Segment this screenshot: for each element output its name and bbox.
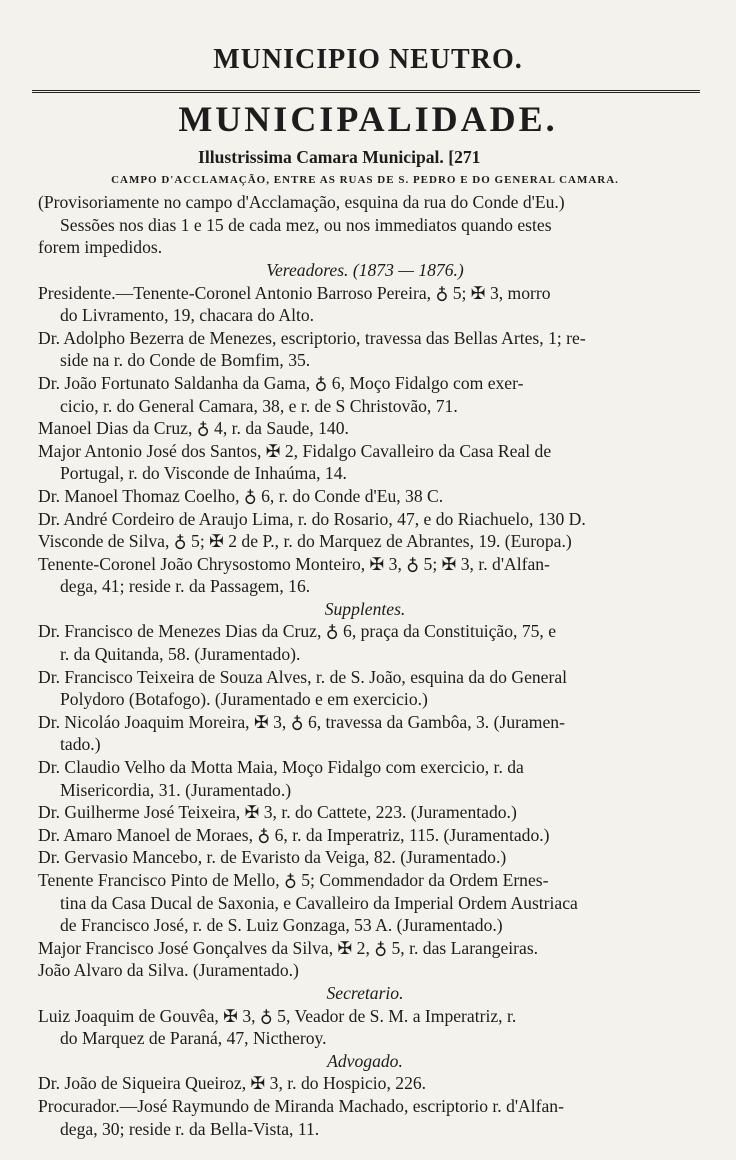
entry-line: Dr. Amaro Manoel de Moraes, ♁ 6, r. da Imperatriz, 115. (Juramentado.) <box>38 824 550 845</box>
entry-line: Dr. André Cordeiro de Araujo Lima, r. do Rosario, 47, e do Riachuelo, 130 D. <box>38 508 586 529</box>
entry-line: Dr. Claudio Velho da Motta Maia, Moço Fidalgo com exercicio, r. da <box>38 757 524 778</box>
entry-line: Visconde de Silva, ♁ 5; ✠ 2 de P., r. do Marquez de Abrantes, 19. (Europa.) <box>38 531 572 552</box>
entry-line: dega, 41; reside r. da Passagem, 16. <box>60 576 311 597</box>
location-caption: CAMPO D'ACCLAMAÇÃO, ENTRE AS RUAS DE S. PEDRO E DO GENERAL CAMARA. <box>111 173 619 186</box>
entry-line: Luiz Joaquim de Gouvêa, ✠ 3, ♁ 5, Veador de S. M. a Imperatriz, r. <box>38 1005 517 1026</box>
entry-line: Manoel Dias da Cruz, ♁ 4, r. da Saude, 140. <box>38 418 349 439</box>
entry-line: Dr. Guilherme José Teixeira, ✠ 3, r. do Cattete, 223. (Juramentado.) <box>38 802 517 823</box>
entry-line: r. da Quitanda, 58. (Juramentado). <box>60 644 301 665</box>
entry-line: Dr. Francisco Teixeira de Souza Alves, r. de S. João, esquina da do General <box>38 666 568 687</box>
secretario-heading: Secretario. <box>326 982 404 1003</box>
double-rule-divider <box>32 90 700 96</box>
secretario-list <box>38 1005 692 1050</box>
entry-line: Procurador.—José Raymundo de Miranda Machado, escriptorio r. d'Alfan- <box>38 1095 564 1116</box>
entry-line: tado.) <box>60 734 101 755</box>
entry-line: Dr. João Fortunato Saldanha da Gama, ♁ 6, Moço Fidalgo com exer- <box>38 372 524 393</box>
advogado-heading: Advogado. <box>327 1050 403 1071</box>
sessions-line: forem impedidos. <box>38 237 163 258</box>
entry-line: side na r. do Conde de Bomfim, 35. <box>60 350 311 371</box>
entry-line: Polydoro (Botafogo). (Juramentado e em exercicio.) <box>60 689 428 710</box>
entry-line: do Marquez de Paraná, 47, Nictheroy. <box>60 1028 327 1049</box>
entry-line: do Livramento, 19, chacara do Alto. <box>60 305 315 326</box>
entry-line: de Francisco José, r. de S. Luiz Gonzaga, 53 A. (Juramentado.) <box>60 915 503 936</box>
entry-line: Major Francisco José Gonçalves da Silva, ✠ 2, ♁ 5, r. das Larangeiras. <box>38 937 539 958</box>
page-title: MUNICIPIO NEUTRO. <box>213 44 523 75</box>
entry-line: cicio, r. do General Camara, 38, e r. de S Christovão, 71. <box>60 395 458 416</box>
entry-line: Dr. João de Siqueira Queiroz, ✠ 3, r. do Hospicio, 226. <box>38 1073 427 1094</box>
vereadores-heading: Vereadores. (1873 — 1876.) <box>266 259 464 280</box>
advogado-list <box>38 1072 692 1140</box>
entry-line: Presidente.—Tenente-Coronel Antonio Barroso Pereira, ♁ 5; ✠ 3, morro <box>38 282 551 303</box>
entry-line: Misericordia, 31. (Juramentado.) <box>60 779 292 800</box>
entry-line: João Alvaro da Silva. (Juramentado.) <box>38 960 299 981</box>
entry-line: Major Antonio José dos Santos, ✠ 2, Fidalgo Cavalleiro da Casa Real de <box>38 440 552 461</box>
entry-line: dega, 30; reside r. da Bella-Vista, 11. <box>60 1118 320 1139</box>
supplentes-heading: Supplentes. <box>324 598 406 619</box>
entry-line: Portugal, r. do Visconde de Inhaúma, 14. <box>60 463 347 484</box>
entry-line: Dr. Adolpho Bezerra de Menezes, escriptorio, travessa das Bellas Artes, 1; re- <box>38 327 586 348</box>
entry-line: Dr. Nicoláo Joaquim Moreira, ✠ 3, ♁ 6, travessa da Gambôa, 3. (Juramen- <box>38 711 565 732</box>
supplentes-list <box>38 620 692 982</box>
section-title: MUNICIPALIDADE. <box>178 99 558 139</box>
camara-heading: Illustrissima Camara Municipal. [271 <box>198 147 481 167</box>
entry-line: tina da Casa Ducal de Saxonia, e Cavalleiro da Imperial Ordem Austriaca <box>60 892 578 913</box>
provisional-location: (Provisoriamente no campo d'Acclamação, esquina da rua do Conde d'Eu.) <box>38 192 565 213</box>
entry-line: Dr. Francisco de Menezes Dias da Cruz, ♁ 6, praça da Constituição, 75, e <box>38 621 557 642</box>
vereadores-list <box>38 282 692 598</box>
entry-line: Tenente Francisco Pinto de Mello, ♁ 5; Commendador da Ordem Ernes- <box>38 870 549 890</box>
sessions-line: Sessões nos dias 1 e 15 de cada mez, ou nos immediatos quando estes <box>60 214 552 235</box>
document-body <box>38 146 692 1140</box>
entry-line: Dr. Manoel Thomaz Coelho, ♁ 6, r. do Conde d'Eu, 38 C. <box>38 485 444 506</box>
entry-line: Dr. Gervasio Mancebo, r. de Evaristo da Veiga, 82. (Juramentado.) <box>38 847 507 868</box>
entry-line: Tenente-Coronel João Chrysostomo Monteiro, ✠ 3, ♁ 5; ✠ 3, r. d'Alfan- <box>38 553 550 574</box>
